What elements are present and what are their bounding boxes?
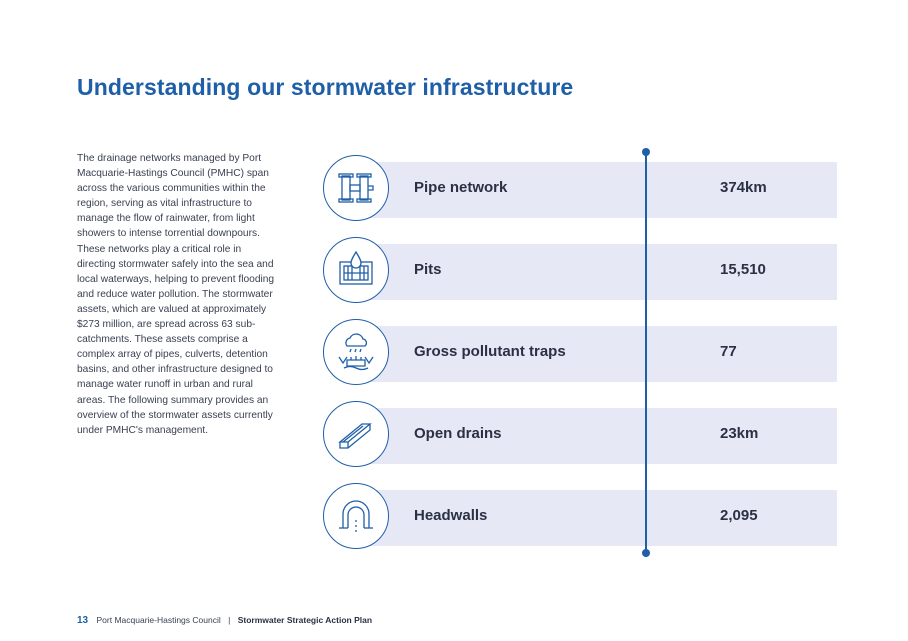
pollutant-trap-icon	[323, 319, 389, 385]
pit-icon	[323, 237, 389, 303]
footer-separator: |	[228, 615, 231, 625]
page-number: 13	[77, 615, 89, 626]
asset-value: 77	[720, 343, 737, 360]
asset-row-open-drains	[323, 401, 837, 471]
headwall-icon	[323, 483, 389, 549]
asset-row-gross-pollutant-traps	[323, 319, 837, 389]
divider-dot-bottom	[642, 549, 650, 557]
asset-value: 15,510	[720, 261, 766, 278]
asset-label: Pits	[414, 261, 442, 278]
asset-label: Pipe network	[414, 179, 508, 196]
footer	[77, 615, 372, 626]
footer-document-title: Stormwater Strategic Action Plan	[237, 615, 373, 625]
pipe-icon	[323, 155, 389, 221]
asset-value: 2,095	[720, 507, 758, 524]
asset-label: Headwalls	[414, 507, 488, 524]
open-drain-icon	[323, 401, 389, 467]
asset-value: 23km	[720, 425, 759, 442]
asset-label: Gross pollutant traps	[414, 343, 566, 360]
divider-dot-top	[642, 148, 650, 156]
asset-row-pits	[323, 237, 837, 307]
page-title: Understanding our stormwater infrastructure	[77, 74, 574, 100]
intro-paragraph: The drainage networks managed by Port Macquarie-Hastings Council (PMHC) span across the various communities within the region, serving as vital infrastructure to manage the flow of rainwater, from light showers to intense torrential downpours. These networks play a critical role in directing stormwater safely into the sea and local waterways, helping to prevent flooding and reduce water pollution. The stormwater assets, which are valued at approximately $273 million, are spread across 63 sub-catchments. These assets comprise a complex array of pipes, culverts, detention basins, and other infrastructure designed to manage water runoff in urban and rural areas. The following summary provides an overview of the stormwater assets currently under PMHC's management.	[77, 153, 275, 436]
asset-row-pipe-network	[323, 155, 837, 225]
asset-value: 374km	[720, 179, 767, 196]
footer-organisation: Port Macquarie-Hastings Council	[96, 615, 221, 625]
asset-label: Open drains	[414, 425, 502, 442]
divider-line	[645, 152, 647, 553]
asset-row-headwalls	[323, 483, 837, 553]
